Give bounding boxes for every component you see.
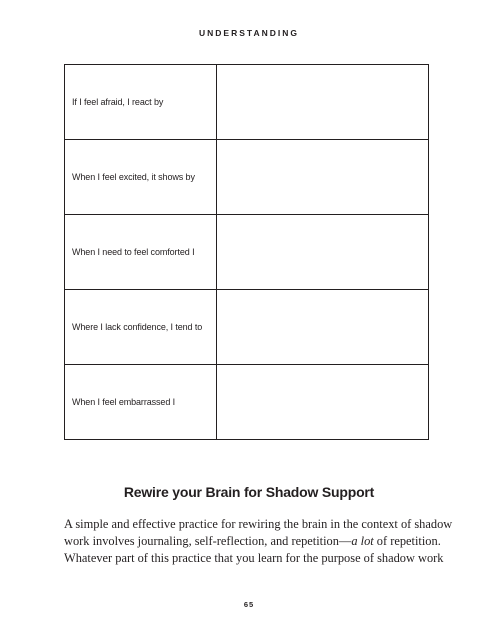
worksheet-answer-cell[interactable]: [217, 140, 429, 215]
body-line-2-start: work involves journaling, self-reflection, and repetition—: [64, 534, 352, 548]
running-head: UNDERSTANDING: [199, 28, 299, 38]
worksheet-answer-cell[interactable]: [217, 290, 429, 365]
worksheet-answer-cell[interactable]: [217, 215, 429, 290]
section-heading: Rewire your Brain for Shadow Support: [123, 484, 375, 500]
worksheet-answer-cell[interactable]: [217, 365, 429, 440]
worksheet-row: [65, 65, 429, 140]
worksheet-row: [65, 140, 429, 215]
body-line-2: [64, 533, 441, 550]
body-line-1: A simple and effective practice for rewiring the brain in the context of shadow: [64, 517, 453, 531]
body-paragraph: [64, 516, 453, 567]
body-emphasis: a lot: [351, 534, 374, 548]
body-line-3: Whatever part of this practice that you learn for the purpose of shadow work: [64, 551, 444, 565]
worksheet-answer-cell[interactable]: [217, 65, 429, 140]
worksheet-prompt: Where I lack confidence, I tend to: [65, 290, 217, 365]
reflection-worksheet-table: [64, 64, 429, 440]
worksheet-prompt: When I feel embarrassed I: [65, 365, 217, 440]
body-line-2-end: of repetition.: [373, 534, 441, 548]
worksheet-prompt: When I need to feel comforted I: [65, 215, 217, 290]
worksheet-row: [65, 215, 429, 290]
worksheet-prompt: When I feel excited, it shows by: [65, 140, 217, 215]
worksheet-prompt: If I feel afraid, I react by: [65, 65, 217, 140]
page-number: 65: [243, 600, 255, 609]
worksheet-row: [65, 290, 429, 365]
worksheet-row: [65, 365, 429, 440]
